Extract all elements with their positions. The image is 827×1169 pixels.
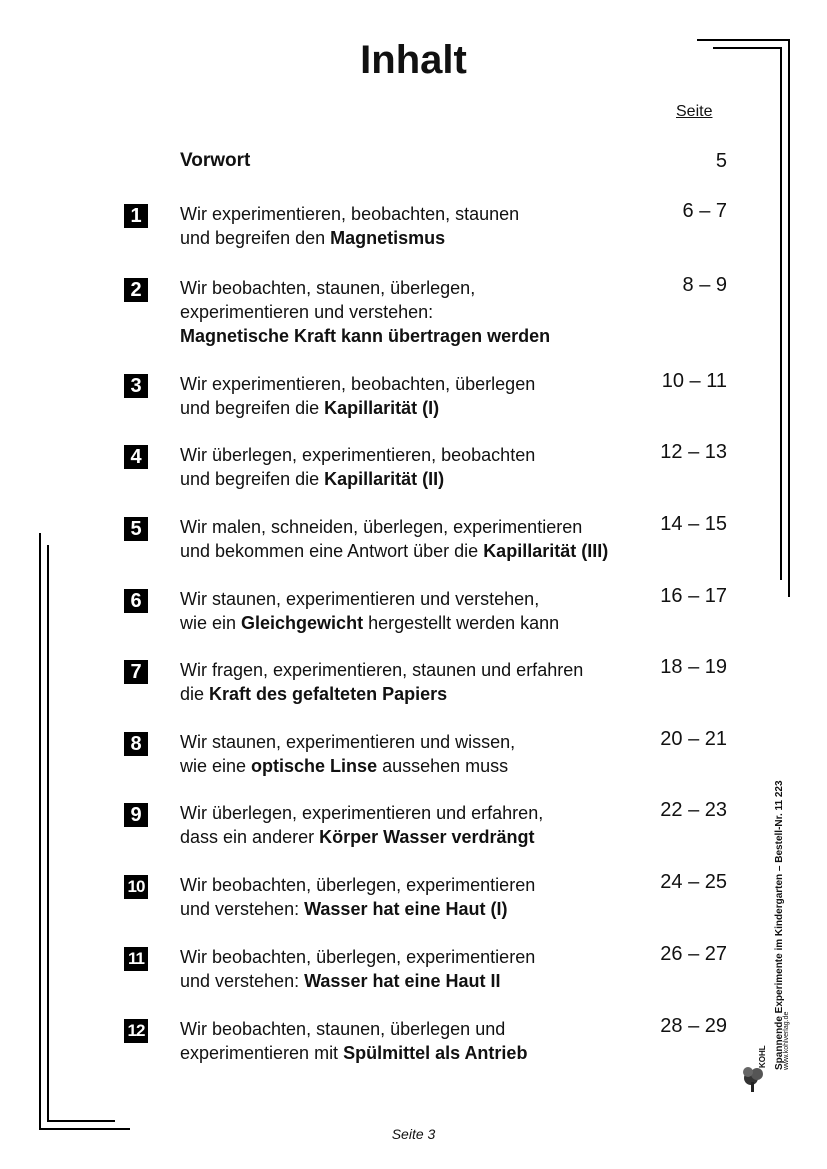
- chapter-title-text: experimentieren mit: [180, 1043, 344, 1063]
- page-number: Seite 3: [391, 1126, 436, 1142]
- chapter-title-line-2: [180, 226, 519, 250]
- chapter-title-text: und begreifen die: [180, 469, 325, 489]
- chapter-title: [180, 873, 535, 921]
- chapter-number-badge: 12: [124, 1019, 148, 1043]
- chapter-title: [180, 443, 535, 491]
- chapter-title-line-2: [180, 897, 535, 921]
- chapter-number-badge: 10: [124, 875, 148, 899]
- vorwort-pages: 5: [715, 150, 727, 172]
- chapter-title: [180, 515, 608, 563]
- chapter-keyword: Kapillarität (I): [324, 398, 440, 418]
- chapter-title-line-1: Wir staunen, experimentieren und wissen,: [180, 732, 516, 752]
- chapter-title-line-1: Wir beobachten, überlegen, experimentieren: [180, 875, 536, 895]
- chapter-title: [180, 730, 515, 778]
- chapter-pages: 24 – 25: [660, 871, 727, 893]
- chapter-title-line-2: [180, 611, 559, 635]
- chapter-title-line-2: [180, 1041, 527, 1065]
- frame-right-inner: [780, 47, 782, 580]
- chapter-keyword: Wasser hat eine Haut II: [304, 971, 501, 991]
- chapter-title-line-1: Wir beobachten, staunen, überlegen,: [180, 278, 476, 298]
- chapter-title-line-1: Wir fragen, experimentieren, staunen und erfahren: [180, 660, 584, 680]
- chapter-number-badge: 8: [124, 732, 148, 756]
- chapter-title-text: und verstehen:: [180, 971, 305, 991]
- chapter-title-line-1: Wir experimentieren, beobachten, staunen: [180, 204, 520, 224]
- chapter-title-line-2: [180, 467, 535, 491]
- chapter-pages: 6 – 7: [682, 200, 727, 222]
- chapter-pages: 26 – 27: [660, 943, 727, 965]
- frame-left-outer: [39, 533, 41, 1130]
- publisher-weblink: www.kohlverlag.de: [783, 1011, 790, 1070]
- chapter-pages: 14 – 15: [660, 513, 727, 535]
- sidebar-order-text: Spannende Experimente im Kindergarten – Bestell-Nr. 11 223: [774, 780, 785, 1070]
- chapter-title-line-2: [180, 539, 608, 563]
- chapter-title-text: und begreifen die: [180, 398, 325, 418]
- chapter-title-text: und begreifen den: [180, 228, 331, 248]
- chapter-title-line-3: [180, 324, 550, 348]
- chapter-title-line-1: Wir experimentieren, beobachten, überlegen: [180, 374, 536, 394]
- chapter-title-line-1: Wir überlegen, experimentieren und erfahren,: [180, 803, 544, 823]
- chapter-keyword: Kapillarität (II): [324, 469, 445, 489]
- chapter-title-text: wie ein: [180, 613, 242, 633]
- chapter-title-line-2: [180, 969, 535, 993]
- chapter-number-badge: 7: [124, 660, 148, 684]
- chapter-keyword: Gleichgewicht: [241, 613, 364, 633]
- chapter-pages: 12 – 13: [660, 441, 727, 463]
- chapter-title-line-2: [180, 825, 543, 849]
- chapter-title-line-1: Wir malen, schneiden, überlegen, experimentieren: [180, 517, 583, 537]
- chapter-number-badge: 4: [124, 445, 148, 469]
- chapter-number-badge: 9: [124, 803, 148, 827]
- frame-right-outer: [788, 39, 790, 597]
- chapter-title-text: und verstehen:: [180, 899, 305, 919]
- chapter-title-text: dass ein anderer: [180, 827, 320, 847]
- chapter-title-line-2: [180, 396, 535, 420]
- chapter-title-line-1: Wir überlegen, experimentieren, beobachten: [180, 445, 536, 465]
- chapter-keyword: optische Linse: [251, 756, 378, 776]
- frame-top-outer: [697, 39, 790, 41]
- chapter-title-line-1: Wir beobachten, staunen, überlegen und: [180, 1019, 506, 1039]
- seite-column-header: Seite: [676, 103, 713, 120]
- chapter-number-badge: 6: [124, 589, 148, 613]
- chapter-title: [180, 587, 559, 635]
- chapter-keyword: Wasser hat eine Haut (I): [304, 899, 508, 919]
- chapter-number-badge: 5: [124, 517, 148, 541]
- chapter-title-text: und bekommen eine Antwort über die: [180, 541, 484, 561]
- chapter-number-badge: 1: [124, 204, 148, 228]
- frame-left-inner: [47, 545, 49, 1121]
- chapter-title: [180, 658, 583, 706]
- chapter-number-badge: 11: [124, 947, 148, 971]
- chapter-keyword: Körper Wasser verdrängt: [319, 827, 535, 847]
- publisher-logo-text: KOHL: [758, 1045, 767, 1068]
- chapter-pages: 22 – 23: [660, 799, 727, 821]
- chapter-title-line-1: Wir beobachten, überlegen, experimentieren: [180, 947, 536, 967]
- chapter-title-line-2: [180, 682, 583, 706]
- chapter-pages: 16 – 17: [660, 585, 727, 607]
- chapter-pages: 18 – 19: [660, 656, 727, 678]
- frame-bottom-inner: [47, 1120, 115, 1122]
- chapter-number-badge: 2: [124, 278, 148, 302]
- chapter-title-line-2: experimentieren und verstehen:: [180, 302, 434, 322]
- chapter-keyword: Magnetische Kraft kann übertragen werden: [180, 326, 551, 346]
- chapter-title-text: hergestellt werden kann: [363, 613, 560, 633]
- chapter-pages: 10 – 11: [661, 370, 727, 392]
- chapter-title-line-1: Wir staunen, experimentieren und verstehen,: [180, 589, 540, 609]
- chapter-keyword: Magnetismus: [330, 228, 446, 248]
- chapter-title-text: aussehen muss: [377, 756, 509, 776]
- chapter-title: [180, 1017, 527, 1065]
- chapter-pages: 8 – 9: [682, 274, 727, 296]
- chapter-pages: 20 – 21: [660, 728, 727, 750]
- chapter-title: [180, 945, 535, 993]
- frame-top-inner: [713, 47, 782, 49]
- chapter-number-badge: 3: [124, 374, 148, 398]
- vorwort-label: Vorwort: [180, 150, 251, 171]
- chapter-title: [180, 801, 543, 849]
- chapter-title-text: wie eine: [180, 756, 252, 776]
- chapter-title: [180, 372, 535, 420]
- chapter-keyword: Kapillarität (III): [483, 541, 609, 561]
- page-title: Inhalt: [360, 38, 467, 82]
- chapter-keyword: Kraft des gefalteten Papiers: [209, 684, 448, 704]
- chapter-keyword: Spülmittel als Antrieb: [343, 1043, 528, 1063]
- chapter-title: [180, 276, 550, 348]
- chapter-title-text: die: [180, 684, 210, 704]
- chapter-pages: 28 – 29: [660, 1015, 727, 1037]
- chapter-title: [180, 202, 519, 250]
- chapter-title-line-2: [180, 754, 515, 778]
